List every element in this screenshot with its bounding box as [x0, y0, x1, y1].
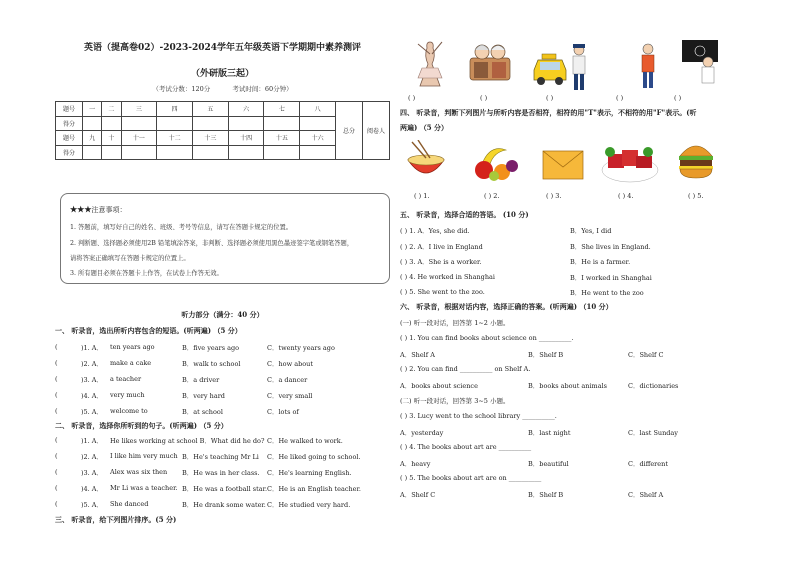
sec6-option[interactable]: B．Shelf B [528, 351, 564, 359]
notice-stars: ★★★ [70, 204, 92, 214]
answer-paren[interactable]: ( [55, 468, 58, 476]
answer-paren[interactable]: ( [55, 407, 58, 415]
sec5-option-b[interactable]: B．Yes, I did [570, 227, 612, 235]
sec6-option[interactable]: B．books about animals [528, 382, 608, 390]
score-table-cell: 十 [102, 131, 121, 146]
sec6-option[interactable]: A．Shelf C [400, 491, 436, 499]
sec6-option[interactable]: A．yesterday [400, 429, 444, 437]
score-table-cell: 一 [83, 102, 102, 117]
section-2-title: 二、 听录音，选择你所听到的句子。(听两遍) （5 分） [55, 421, 228, 430]
answer-paren[interactable]: ( [55, 375, 58, 383]
notice-line: 1. 答题前，填写好自己的姓名、班级、考号等信息，请写在答题卡规定的位置。 [70, 224, 293, 231]
question-number: )2. A． [81, 360, 103, 368]
score-table-cell: 十五 [264, 131, 300, 146]
option-a[interactable]: He likes working at school B．What did he do? [110, 437, 265, 445]
answer-paren[interactable]: ( [55, 343, 58, 351]
score-blank[interactable] [300, 116, 336, 131]
sec5-question[interactable]: ( ) 2. A．I live in England [400, 242, 483, 251]
score-table-cell: 十三 [193, 131, 229, 146]
option-c[interactable]: C．He walked to work. [267, 437, 343, 445]
option-b[interactable]: B．He drank some water. [182, 501, 266, 509]
score-blank[interactable] [300, 145, 336, 160]
question-number: )1. A． [81, 437, 103, 445]
answer-paren[interactable]: ( [55, 436, 58, 444]
option-b[interactable]: B．five years ago [182, 344, 240, 352]
score-table-cell: 十一 [121, 131, 157, 146]
option-c[interactable]: C．how about [267, 360, 313, 368]
score-table-cell: 题号 [56, 131, 83, 146]
sec5-option-b[interactable]: B．I worked in Shanghai [570, 273, 652, 282]
true-false-blank[interactable]: ( ) 1. [414, 192, 430, 200]
section-3-title: 三、 听录音，给下列图片排序。(5 分) [55, 515, 177, 524]
score-table-cell: 三 [121, 102, 157, 117]
notice-title-text: 注意事项： [91, 206, 127, 214]
sec6-q2: ( ) 2. You can find __________ on Shelf A. [400, 365, 531, 373]
option-b[interactable]: B．He's teaching Mr Li [182, 453, 259, 461]
student-picture [640, 42, 656, 90]
question-number: )3. A． [81, 376, 103, 384]
total-score-cell: 总分 [336, 102, 363, 160]
score-blank[interactable] [228, 145, 264, 160]
section-4-title-cont: 两遍) （5 分） [400, 123, 449, 132]
picture-order-blank[interactable]: ( ) [480, 94, 488, 102]
score-table-cell: 十二 [157, 131, 193, 146]
option-c[interactable]: C．He's learning English. [267, 469, 352, 477]
score-blank[interactable] [83, 145, 102, 160]
question-number: )5. A． [81, 408, 103, 416]
option-c[interactable]: C．lots of [267, 408, 299, 416]
question-number: )4. A． [81, 392, 103, 400]
hamburger-picture [676, 138, 716, 182]
score-blank[interactable] [264, 145, 300, 160]
score-table-cell: 五 [193, 102, 229, 117]
option-a[interactable]: I like him very much [110, 452, 178, 460]
true-false-blank[interactable]: ( ) 3. [546, 192, 562, 200]
notice-line: 请将答案正确填写在答题卡规定的位置上。 [70, 255, 190, 262]
teacher-blackboard-picture [682, 38, 718, 84]
option-b[interactable]: B．He was in her class. [182, 469, 260, 477]
notice-line: 2. 判断题、选择题必须使用2B 铅笔填涂答案，非判断、选择题必须使用黑色墨迹签字笔或钢笔答题， [70, 240, 354, 247]
option-a[interactable]: Mr Li was a teacher. [110, 484, 178, 492]
score-table-cell: 八 [300, 102, 336, 117]
sec6-q1: ( ) 1. You can find books about science on __________. [400, 334, 574, 342]
section-4-title: 四、 听录音，判断下列图片与所听内容是否相符，相符的用"T"表示，不相符的用"F"表示。(听 [400, 108, 697, 117]
score-table-cell: 得分 [56, 145, 83, 160]
option-a[interactable]: a teacher [110, 375, 142, 383]
fruit-picture [472, 140, 520, 184]
sec5-option-b[interactable]: B．He went to the zoo [570, 289, 644, 297]
score-blank[interactable] [121, 116, 157, 131]
question-number: )3. A． [81, 469, 103, 477]
score-blank[interactable] [83, 116, 102, 131]
true-false-blank[interactable]: ( ) 5. [688, 192, 704, 200]
section-6-title: 六、 听录音，根据对话内容，选择正确的答案。(听两遍) （10 分） [400, 302, 613, 311]
listening-part-title: 听力部分（满分：40 分） [181, 310, 264, 319]
meat-picture [600, 140, 660, 186]
notice-line: 3. 所有题目必须在答题卡上作答，在试卷上作答无效。 [70, 270, 223, 277]
option-a[interactable]: welcome to [110, 407, 148, 415]
sec6-sub2: (二) 听一段对话，回答第 3~5 小题。 [400, 397, 510, 405]
exam-score: （考试分数：120分 [152, 85, 211, 93]
score-table-cell: 六 [228, 102, 264, 117]
answer-paren[interactable]: ( [55, 500, 58, 508]
picture-order-blank[interactable]: ( ) [546, 94, 554, 102]
sec6-q5: ( ) 5. The books about art are on __________ [400, 474, 542, 482]
score-table-cell: 四 [157, 102, 193, 117]
picture-order-blank[interactable]: ( ) [674, 94, 682, 102]
exam-time: 考试时间：60分钟） [232, 85, 293, 93]
envelope-picture [542, 150, 584, 180]
sec6-sub1: (一) 听一段对话，回答第 1~2 小题。 [400, 319, 510, 327]
sec5-question[interactable]: ( ) 4. He worked in Shanghai [400, 272, 495, 281]
true-false-blank[interactable]: ( ) 4. [618, 192, 634, 200]
sec6-option[interactable]: C．Shelf C [628, 351, 664, 359]
option-c[interactable]: C．a dancer [267, 376, 308, 384]
sec6-option[interactable]: C．Shelf A [628, 491, 664, 499]
sec5-option-b[interactable]: B．She lives in England. [570, 242, 651, 251]
score-blank[interactable] [228, 116, 264, 131]
score-blank[interactable] [157, 116, 193, 131]
picture-order-blank[interactable]: ( ) [408, 94, 416, 102]
sec5-question[interactable]: ( ) 3. A．She is a worker. [400, 258, 482, 266]
score-table-cell: 十六 [300, 131, 336, 146]
option-a[interactable]: Alex was six then [110, 468, 168, 476]
score-table-cell: 九 [83, 131, 102, 146]
answer-paren[interactable]: ( [55, 484, 58, 492]
answer-paren[interactable]: ( [55, 391, 58, 399]
sec6-q3: ( ) 3. Lucy went to the school library __________. [400, 412, 557, 420]
score-table-cell: 十四 [228, 131, 264, 146]
option-c[interactable]: C．He is an English teacher. [267, 485, 361, 493]
ballet-dancer-picture [410, 38, 450, 90]
option-b[interactable]: B．at school [182, 408, 223, 416]
score-table [55, 101, 390, 160]
score-table-cell: 七 [264, 102, 300, 117]
question-number: )4. A． [81, 485, 103, 493]
option-b[interactable]: B．He was a football star. [182, 485, 268, 493]
sec6-option[interactable]: A．books about science [400, 382, 478, 390]
sec6-option[interactable]: C．different [628, 460, 668, 468]
score-blank[interactable] [193, 145, 229, 160]
sec5-option-b[interactable]: B．He is a farmer. [570, 258, 631, 266]
sec6-option[interactable]: B．last night [528, 429, 571, 437]
option-c[interactable]: C．very small [267, 392, 313, 400]
option-b[interactable]: B．very hard [182, 392, 225, 400]
sec6-option[interactable]: C．last Sunday [628, 429, 678, 437]
sec6-option[interactable]: A．heavy [400, 460, 431, 468]
sec6-option[interactable]: A．Shelf A [400, 351, 435, 359]
question-number: )1. A． [81, 344, 103, 352]
notice-title [70, 204, 127, 215]
option-c[interactable]: C．He studied very hard. [267, 501, 351, 509]
true-false-blank[interactable]: ( ) 2. [484, 192, 500, 200]
score-table-cell: 得分 [56, 116, 83, 131]
option-b[interactable]: B．walk to school [182, 360, 241, 368]
option-a[interactable]: ten years ago [110, 343, 155, 351]
sec5-question[interactable]: ( ) 1. A．Yes, she did. [400, 227, 470, 235]
section-5-title: 五、 听录音，选择合适的答语。 (10 分) [400, 210, 529, 219]
score-blank[interactable] [157, 145, 193, 160]
page-title: 英语（提高卷02）-2023-2024学年五年级英语下学期期中素养测评 [83, 43, 362, 53]
answer-paren[interactable]: ( [55, 359, 58, 367]
picture-order-blank[interactable]: ( ) [616, 94, 624, 102]
driver-picture [570, 42, 588, 92]
sec6-option[interactable]: B．Shelf B [528, 491, 564, 499]
grader-cell: 阅卷人 [363, 102, 390, 160]
score-table-cell: 题号 [56, 102, 83, 117]
question-number: )2. A． [81, 453, 103, 461]
option-a[interactable]: She danced [110, 500, 149, 508]
sec6-option[interactable]: B．beautiful [528, 460, 569, 468]
option-b[interactable]: B．a driver [182, 376, 220, 384]
option-c[interactable]: C．He liked going to school. [267, 453, 361, 461]
question-number: )5. A． [81, 501, 103, 509]
answer-paren[interactable]: ( [55, 452, 58, 460]
score-blank[interactable] [264, 116, 300, 131]
taxi-picture [532, 52, 568, 86]
score-blank[interactable] [102, 116, 121, 131]
option-c[interactable]: C．twenty years ago [267, 344, 335, 352]
notice-box [60, 193, 390, 284]
sec6-option[interactable]: C．dictionaries [628, 382, 679, 390]
section-1-title: 一、 听录音，选出所听内容包含的短语。(听两遍) （5 分） [55, 326, 242, 335]
sec6-q4: ( ) 4. The books about art are __________ [400, 443, 532, 451]
sec5-question[interactable]: ( ) 5. She went to the zoo. [400, 288, 485, 296]
score-table-cell: 二 [102, 102, 121, 117]
score-blank[interactable] [121, 145, 157, 160]
option-a[interactable]: very much [110, 391, 145, 399]
noodles-picture [404, 140, 448, 184]
option-a[interactable]: make a cake [110, 359, 152, 367]
score-blank[interactable] [193, 116, 229, 131]
exam-meta [55, 84, 390, 93]
page-subtitle: （外研版三起） [190, 69, 254, 79]
score-blank[interactable] [102, 145, 121, 160]
grandparents-picture [468, 38, 512, 82]
